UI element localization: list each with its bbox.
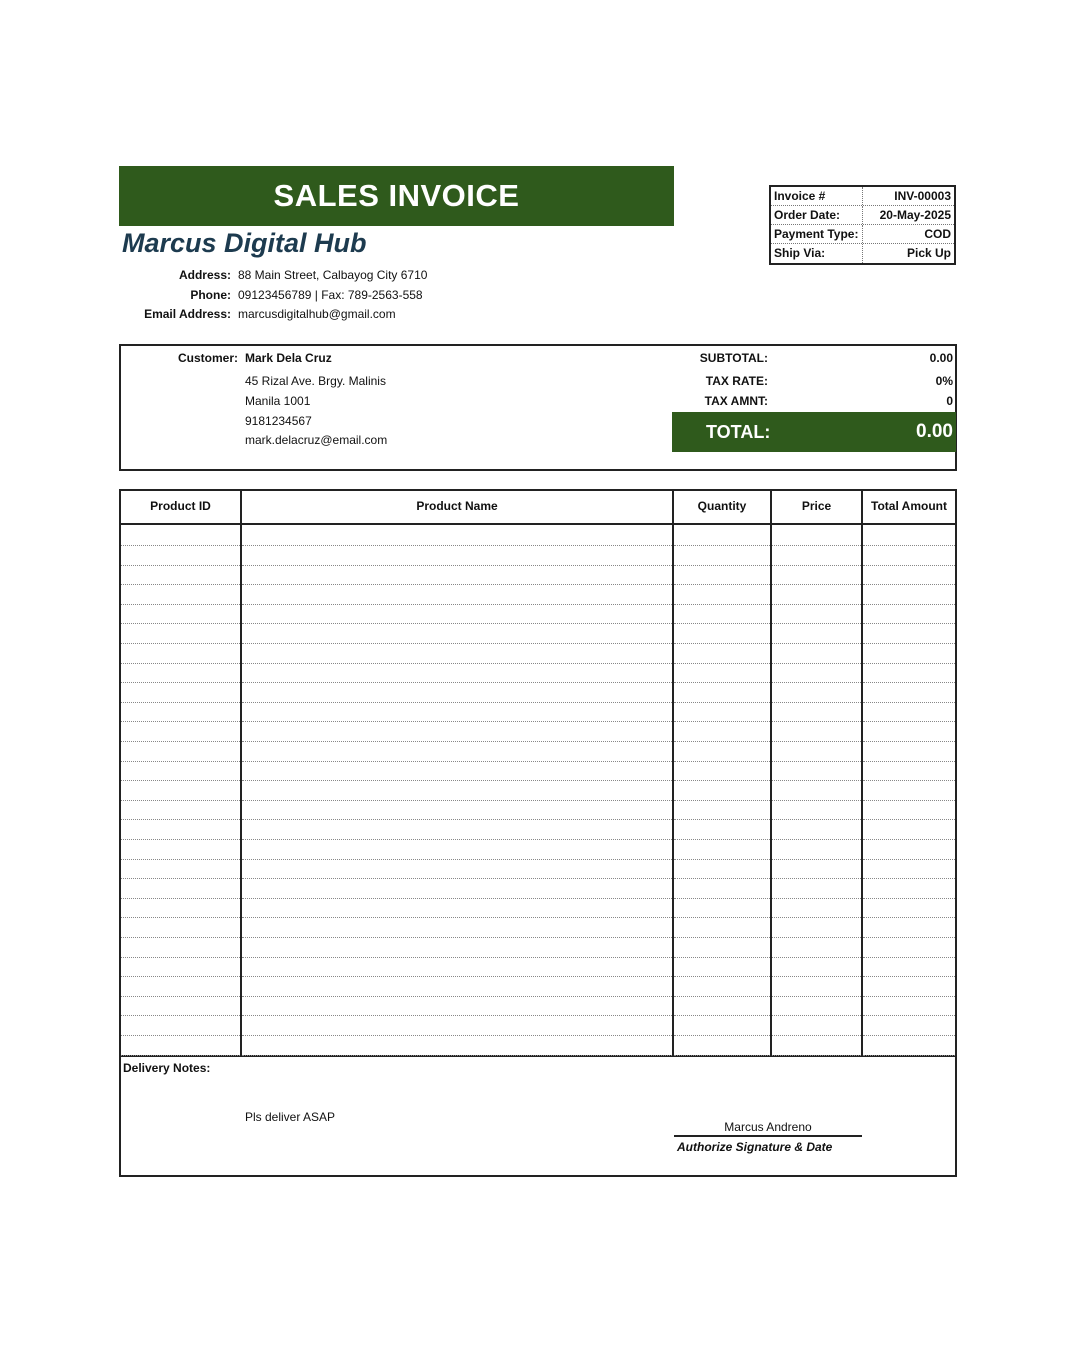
column-header-price: Price (801, 499, 832, 513)
table-row-line (242, 721, 672, 722)
table-row-line (242, 976, 672, 977)
table-row-line (242, 957, 672, 958)
delivery-notes-label: Delivery Notes: (123, 1061, 211, 1075)
table-row-line (772, 859, 861, 860)
table-row-line (863, 819, 955, 820)
customer-phone-line: 9181234567 (245, 414, 312, 428)
company-phone-row (119, 288, 579, 306)
table-row-line (121, 839, 240, 840)
table-row-line (674, 565, 770, 566)
address-label: Address: (178, 268, 231, 282)
phone-label: Phone: (190, 288, 231, 302)
meta-value: COD (924, 227, 951, 241)
customer-name: Mark Dela Cruz (245, 351, 332, 365)
table-row-line (121, 761, 240, 762)
table-row-line (121, 682, 240, 683)
table-row-line (772, 996, 861, 997)
table-row-line (674, 702, 770, 703)
table-row-line (863, 702, 955, 703)
table-row-line (674, 976, 770, 977)
table-row-line (121, 800, 240, 801)
table-row-line (242, 859, 672, 860)
company-address-row (119, 268, 579, 286)
table-row-line (674, 741, 770, 742)
products-table (119, 489, 957, 1177)
table-row-line (242, 545, 672, 546)
table-row-line (772, 741, 861, 742)
table-row-line (242, 800, 672, 801)
table-row-line (772, 584, 861, 585)
table-row-line (772, 702, 861, 703)
meta-row-ship-via (771, 244, 954, 263)
meta-row-payment-type (771, 225, 954, 244)
table-row-line (772, 682, 861, 683)
column-divider (672, 489, 674, 1057)
table-row-line (121, 721, 240, 722)
column-divider (861, 489, 863, 1057)
table-row-line (863, 976, 955, 977)
table-row-line (674, 937, 770, 938)
table-row-line (121, 604, 240, 605)
table-row-line (242, 878, 672, 879)
table-row-line (772, 819, 861, 820)
table-row-line (772, 1055, 861, 1056)
column-header-total-amount: Total Amount (871, 499, 947, 513)
table-row-line (772, 898, 861, 899)
table-row-line (242, 937, 672, 938)
meta-label: Invoice # (771, 187, 863, 205)
table-row-line (242, 741, 672, 742)
table-row-line (863, 937, 955, 938)
phone-value: 09123456789 | Fax: 789-2563-558 (238, 288, 423, 302)
table-row-line (242, 565, 672, 566)
delivery-notes-value: Pls deliver ASAP (245, 1110, 336, 1124)
table-row-line (242, 839, 672, 840)
customer-city-line: Manila 1001 (245, 394, 311, 408)
table-row-line (863, 721, 955, 722)
table-row-line (674, 682, 770, 683)
table-row-line (242, 1035, 672, 1036)
table-row-line (674, 996, 770, 997)
total-value: 0.00 (916, 421, 953, 442)
table-row-line (863, 604, 955, 605)
table-row-line (863, 957, 955, 958)
table-row-line (863, 565, 955, 566)
table-row-line (674, 917, 770, 918)
customer-address-line: 45 Rizal Ave. Brgy. Malinis (245, 374, 386, 388)
signature-line (674, 1135, 862, 1137)
email-label: Email Address: (144, 307, 231, 321)
table-row-line (863, 1055, 955, 1056)
table-row-line (121, 545, 240, 546)
table-row-line (772, 643, 861, 644)
table-row-line (121, 878, 240, 879)
table-row-line (121, 937, 240, 938)
header-divider (119, 523, 957, 525)
table-row-line (674, 604, 770, 605)
table-row-line (121, 859, 240, 860)
table-row-line (863, 800, 955, 801)
table-row-line (863, 584, 955, 585)
signatory-name: Marcus Andreno (724, 1120, 812, 1134)
table-row-line (242, 623, 672, 624)
column-divider (770, 489, 772, 1057)
invoice-meta-box (769, 185, 956, 265)
table-row-line (121, 780, 240, 781)
table-row-line (242, 780, 672, 781)
invoice-title-bar (119, 166, 674, 226)
table-row-line (772, 917, 861, 918)
table-row-line (772, 1035, 861, 1036)
table-row-line (121, 643, 240, 644)
company-email-row (119, 307, 579, 325)
subtotal-label: SUBTOTAL: (699, 351, 768, 365)
column-header-product-name: Product Name (416, 499, 498, 513)
invoice-title: SALES INVOICE (273, 178, 520, 213)
table-row-line (121, 623, 240, 624)
signature-label: Authorize Signature & Date (677, 1140, 833, 1154)
table-row-line (121, 957, 240, 958)
table-row-line (242, 1015, 672, 1016)
table-row-line (674, 545, 770, 546)
table-row-line (863, 545, 955, 546)
table-row-line (121, 1055, 240, 1056)
table-row-line (242, 996, 672, 997)
table-row-line (772, 663, 861, 664)
table-row-line (772, 957, 861, 958)
tax-rate-label: TAX RATE: (705, 374, 768, 388)
table-row-line (772, 937, 861, 938)
table-row-line (674, 584, 770, 585)
table-row-line (674, 859, 770, 860)
meta-value: INV-00003 (894, 189, 951, 203)
table-row-line (863, 761, 955, 762)
meta-value: Pick Up (906, 246, 951, 260)
table-row-line (121, 917, 240, 918)
table-row-line (863, 917, 955, 918)
table-row-line (674, 780, 770, 781)
meta-label: Ship Via: (771, 244, 863, 263)
column-divider (240, 489, 242, 1057)
customer-email-line: mark.delacruz@email.com (245, 433, 388, 447)
table-row-line (772, 545, 861, 546)
tax-amount-value: 0 (946, 394, 953, 408)
table-row-line (863, 682, 955, 683)
table-row-line (121, 1035, 240, 1036)
table-row-line (674, 1055, 770, 1056)
table-row-line (674, 761, 770, 762)
meta-label: Payment Type: (771, 225, 863, 243)
table-row-line (242, 584, 672, 585)
table-row-line (674, 878, 770, 879)
table-row-line (863, 623, 955, 624)
table-row-line (772, 761, 861, 762)
table-row-line (863, 1015, 955, 1016)
table-row-line (863, 859, 955, 860)
table-row-line (772, 1015, 861, 1016)
table-row-line (863, 839, 955, 840)
column-header-quantity: Quantity (697, 499, 747, 513)
table-row-line (674, 898, 770, 899)
table-row-line (121, 741, 240, 742)
table-row-line (674, 643, 770, 644)
total-bar (672, 412, 956, 452)
column-header-product-id: Product ID (150, 499, 211, 513)
table-row-line (242, 604, 672, 605)
table-row-line (242, 702, 672, 703)
table-row-line (121, 996, 240, 997)
table-row-line (242, 663, 672, 664)
table-row-line (863, 643, 955, 644)
table-row-line (121, 898, 240, 899)
table-row-line (772, 780, 861, 781)
table-row-line (242, 917, 672, 918)
tax-amount-label: TAX AMNT: (704, 394, 768, 408)
table-row-line (674, 623, 770, 624)
table-row-line (772, 565, 861, 566)
table-row-line (863, 663, 955, 664)
table-row-line (242, 761, 672, 762)
table-row-line (674, 1035, 770, 1036)
table-row-line (674, 721, 770, 722)
address-value: 88 Main Street, Calbayog City 6710 (238, 268, 428, 282)
company-name: Marcus Digital Hub (122, 228, 367, 258)
table-row-line (121, 702, 240, 703)
table-row-line (121, 663, 240, 664)
table-row-line (121, 565, 240, 566)
table-row-line (863, 741, 955, 742)
table-row-line (242, 1055, 672, 1056)
tax-rate-value: 0% (935, 374, 953, 388)
table-row-line (863, 996, 955, 997)
meta-row-invoice-number (771, 187, 954, 206)
table-row-line (242, 682, 672, 683)
table-row-line (242, 819, 672, 820)
table-row-line (121, 1015, 240, 1016)
table-row-line (772, 800, 861, 801)
table-row-line (772, 721, 861, 722)
table-row-line (772, 878, 861, 879)
table-row-line (121, 976, 240, 977)
table-row-line (772, 623, 861, 624)
table-row-line (772, 839, 861, 840)
customer-label: Customer: (177, 351, 238, 365)
total-label: TOTAL: (706, 422, 771, 442)
table-row-line (674, 1015, 770, 1016)
table-row-line (863, 1035, 955, 1036)
meta-value: 20-May-2025 (879, 208, 951, 222)
meta-label: Order Date: (771, 206, 863, 224)
table-row-line (242, 643, 672, 644)
table-row-line (863, 780, 955, 781)
table-row-line (863, 878, 955, 879)
table-row-line (674, 957, 770, 958)
table-row-line (121, 584, 240, 585)
table-row-line (674, 800, 770, 801)
table-row-line (121, 819, 240, 820)
table-row-line (674, 663, 770, 664)
subtotal-value: 0.00 (929, 351, 953, 365)
table-row-line (772, 604, 861, 605)
table-row-line (674, 819, 770, 820)
meta-row-order-date (771, 206, 954, 225)
table-row-line (772, 976, 861, 977)
table-row-line (242, 898, 672, 899)
table-row-line (863, 898, 955, 899)
email-value: marcusdigitalhub@gmail.com (238, 307, 396, 321)
table-row-line (674, 839, 770, 840)
